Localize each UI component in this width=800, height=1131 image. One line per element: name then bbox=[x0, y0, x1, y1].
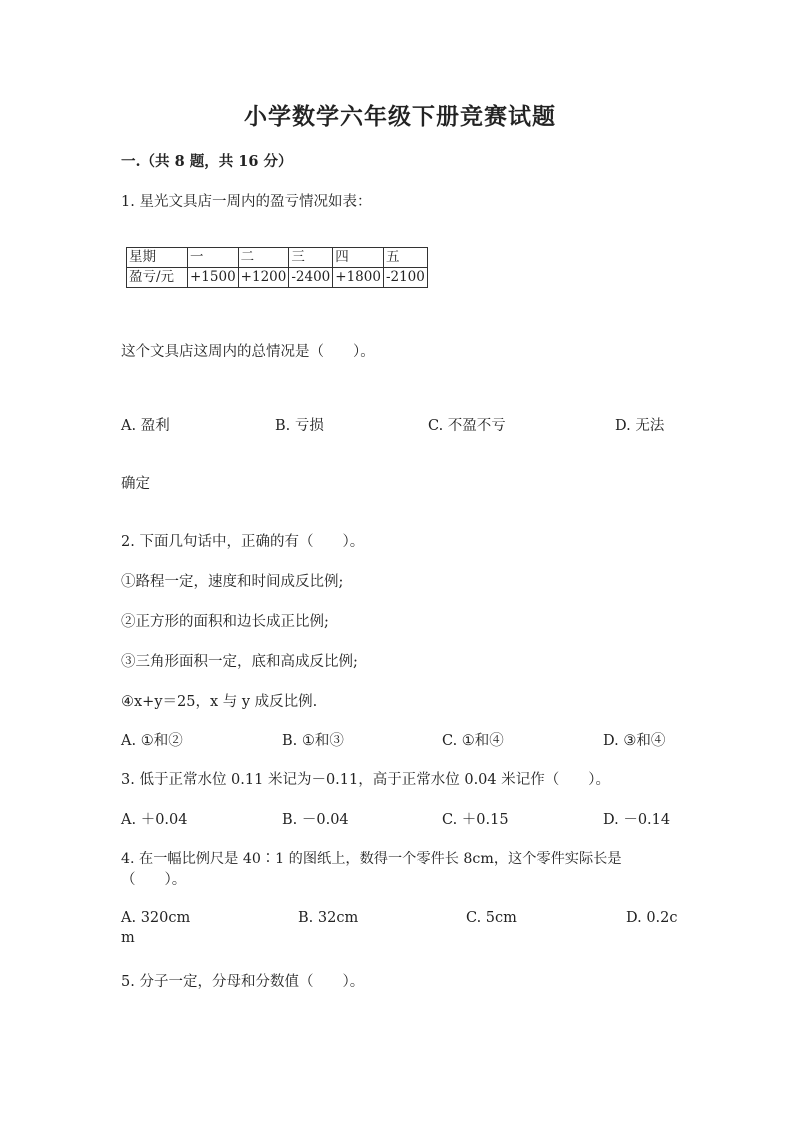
q1-stem: 1. 星光文具店一周内的盈亏情况如表： bbox=[121, 194, 372, 210]
q4-option-d: D. 0.2c bbox=[626, 910, 678, 926]
table-cell: 一 bbox=[188, 248, 239, 268]
table-cell: 星期 bbox=[127, 248, 188, 268]
profit-loss-table bbox=[126, 247, 428, 288]
table-row bbox=[127, 248, 428, 268]
q2-option-b: B. ①和③ bbox=[282, 733, 344, 749]
q1-option-a: A. 盈利 bbox=[121, 418, 170, 434]
q1-option-b: B. 亏损 bbox=[275, 418, 324, 434]
table-cell: 盈亏/元 bbox=[127, 268, 188, 288]
page-title: 小学数学六年级下册竞赛试题 bbox=[244, 103, 556, 130]
section-heading: 一.（共 8 题，共 16 分） bbox=[121, 153, 293, 170]
q4-stem: 4. 在一幅比例尺是 40∶1 的图纸上，数得一个零件长 8cm，这个零件实际长是 bbox=[121, 851, 622, 867]
q5-stem: 5. 分子一定，分母和分数值（ ）。 bbox=[121, 974, 365, 990]
q2-statement: ①路程一定，速度和时间成反比例; bbox=[121, 574, 344, 590]
table-cell: -2400 bbox=[289, 268, 333, 288]
q2-statement: ④x+y＝25，x 与 y 成反比例. bbox=[121, 694, 318, 710]
table-row bbox=[127, 268, 428, 288]
q1-question: 这个文具店这周内的总情况是（ ）。 bbox=[121, 344, 375, 360]
table-cell: 二 bbox=[238, 248, 289, 268]
table-cell: -2100 bbox=[383, 268, 427, 288]
q1-option-d-wrap: 确定 bbox=[121, 476, 150, 492]
q2-statement: ②正方形的面积和边长成正比例; bbox=[121, 614, 329, 630]
q4-option-d-wrap: m bbox=[121, 930, 135, 946]
q2-option-c: C. ①和④ bbox=[442, 733, 504, 749]
q2-option-a: A. ①和② bbox=[121, 733, 183, 749]
q3-option-b: B. －0.04 bbox=[282, 812, 349, 828]
q4-option-a: A. 320cm bbox=[121, 910, 191, 926]
q3-option-c: C. ＋0.15 bbox=[442, 812, 509, 828]
q2-stem: 2. 下面几句话中，正确的有（ ）。 bbox=[121, 534, 365, 550]
table-cell: 五 bbox=[383, 248, 427, 268]
q3-option-a: A. ＋0.04 bbox=[121, 812, 188, 828]
table-cell: +1500 bbox=[188, 268, 239, 288]
q2-option-d: D. ③和④ bbox=[603, 733, 666, 749]
table-cell: 三 bbox=[289, 248, 333, 268]
table-cell: +1800 bbox=[333, 268, 384, 288]
q3-stem: 3. 低于正常水位 0.11 米记为－0.11，高于正常水位 0.04 米记作（ ）。 bbox=[121, 772, 610, 788]
q1-option-c: C. 不盈不亏 bbox=[428, 418, 506, 434]
table-cell: 四 bbox=[333, 248, 384, 268]
q4-option-b: B. 32cm bbox=[298, 910, 359, 926]
q4-stem-wrap: （ ）。 bbox=[121, 872, 187, 888]
q1-option-d: D. 无法 bbox=[615, 418, 665, 434]
table-cell: +1200 bbox=[238, 268, 289, 288]
q2-statement: ③三角形面积一定，底和高成反比例; bbox=[121, 654, 358, 670]
q4-option-c: C. 5cm bbox=[466, 910, 517, 926]
q3-option-d: D. －0.14 bbox=[603, 812, 671, 828]
